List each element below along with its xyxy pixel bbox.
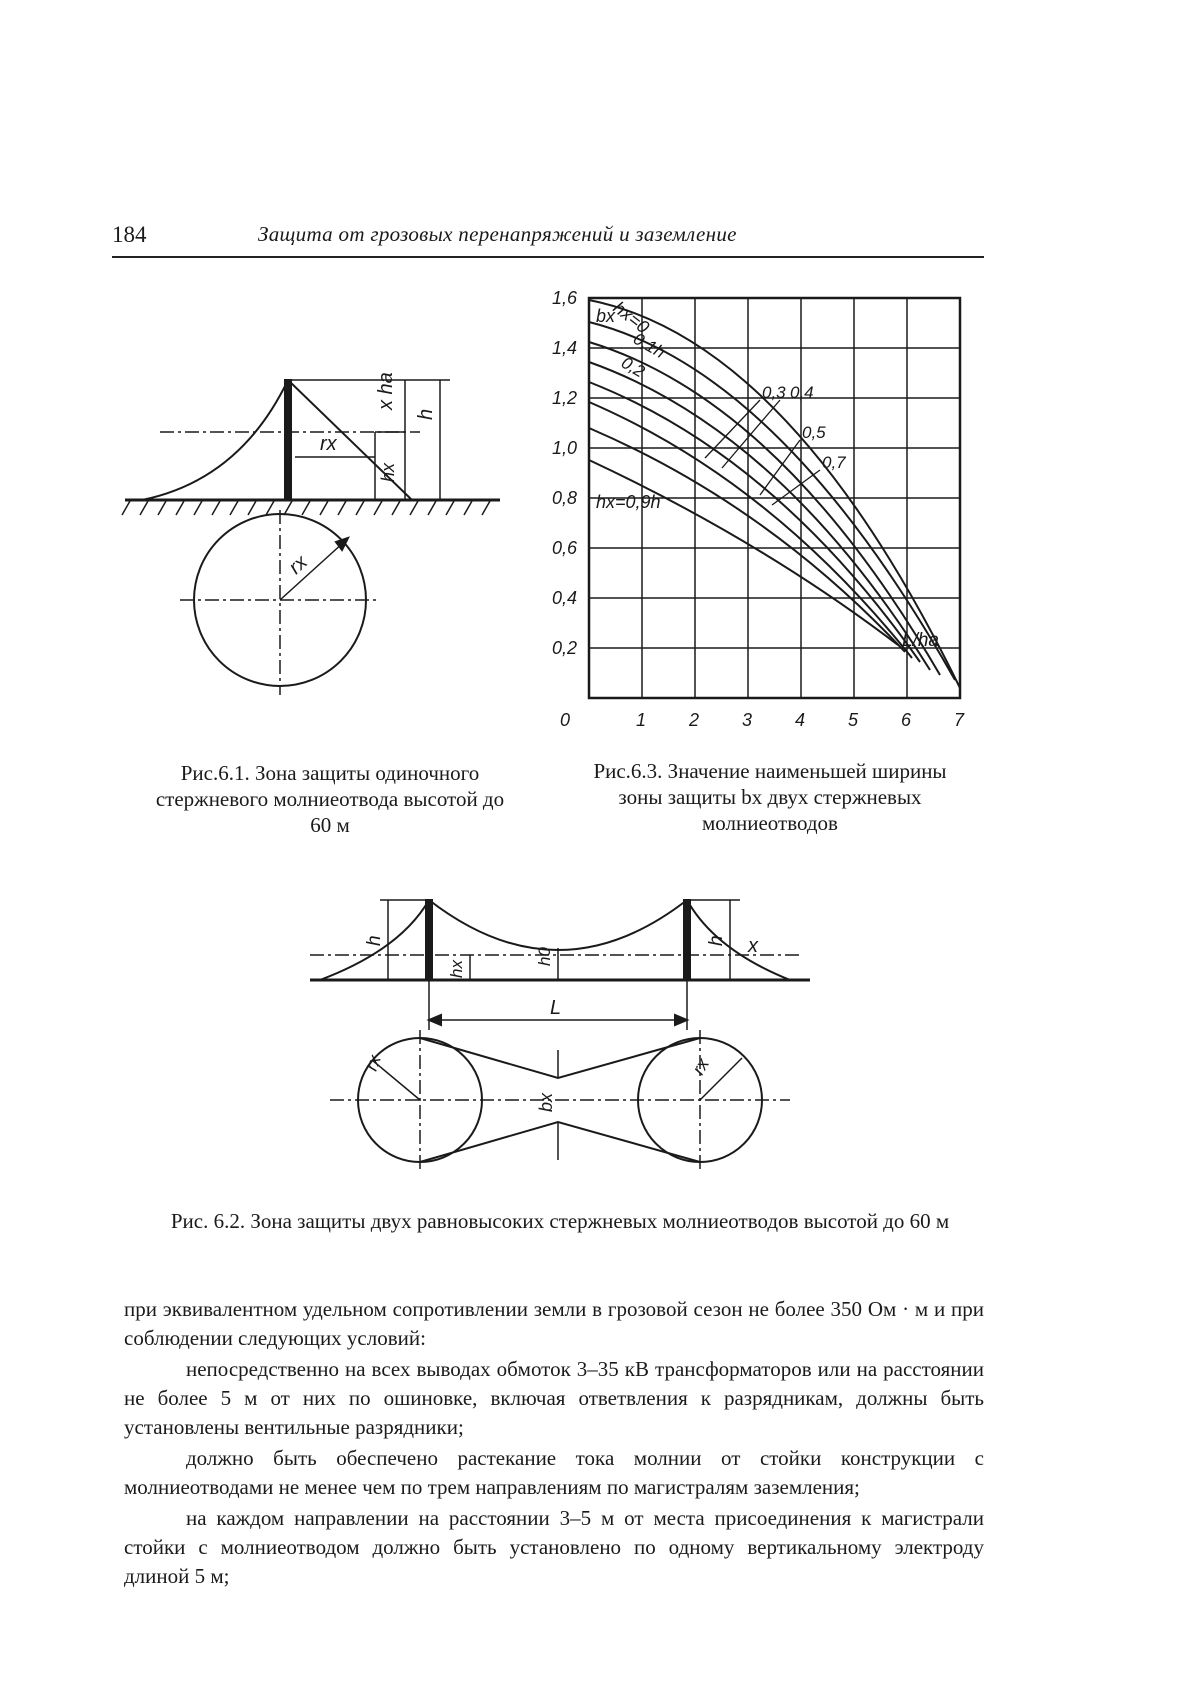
label-rx-plan: rx (284, 551, 312, 579)
figure-6-1-diagram (120, 360, 510, 740)
x-tick: 7 (954, 710, 965, 730)
paragraph: непосредственно на всех выводах обмоток 3–35 кВ трансформаторов или на расстоянии не более 5 м от них по ошиновке, включая ответвления к разрядникам, должны быть установлены вентильные разрядники; (124, 1357, 984, 1439)
curve-04 (589, 382, 920, 662)
paragraph: должно быть обеспечено растекание тока молнии от стойки конструкции с молниеотводами не менее чем по трем направлениям по магистралям заземления; (124, 1446, 984, 1499)
y-tick: 0,4 (552, 588, 578, 608)
label-rx: rx (320, 433, 337, 455)
label-hx0: hx=0 (609, 297, 654, 338)
leader-lines (705, 400, 820, 505)
y-tick: 1,0 (552, 438, 578, 458)
zone-middle (429, 900, 687, 950)
y-tick-labels (552, 288, 578, 730)
y-tick: 1,6 (552, 288, 578, 308)
label-rx-left: rx (360, 1052, 385, 1074)
running-title: Защита от грозовых перенапряжений и заземление (258, 222, 737, 246)
label-ha: x ha (375, 372, 397, 410)
label-rx-right: rx (688, 1055, 713, 1078)
paragraph: при эквивалентном удельном сопротивлении земли в грозовой сезон не более 350 Ом · м и при соблюдении следующих условий: (124, 1297, 984, 1350)
label-hx: hx (447, 960, 466, 978)
label-L: L (550, 997, 562, 1019)
y-tick: 0 (560, 710, 571, 730)
label-hx: hx (378, 462, 398, 482)
header-rule (112, 256, 984, 258)
x-axis-title: L/ha (902, 630, 939, 651)
figure-6-3-chart (540, 280, 990, 750)
ground-hatching (122, 501, 490, 515)
rod-right (684, 900, 690, 980)
label-h: h (415, 408, 437, 420)
label-04: 0,4 (790, 383, 814, 402)
rod-left (426, 900, 432, 980)
y-tick: 0,2 (552, 638, 578, 658)
x-tick: 5 (848, 710, 859, 730)
label-h-right: h (706, 935, 727, 946)
figure-6-2-caption: Рис. 6.2. Зона защиты двух равновысоких стержневых молниеотводов высотой до 60 м (170, 1209, 950, 1233)
body-text (124, 1295, 984, 1593)
y-tick: 0,8 (552, 488, 578, 508)
label-h-left: h (364, 935, 385, 946)
figure-6-1-caption: Рис.6.1. Зона защиты одиночного стержневого молниеотвода высотой до 60 м (155, 761, 505, 837)
label-bx: bx (536, 1092, 556, 1112)
paragraph: на каждом направлении на расстоянии 3–5 м от места присоединения к магистрали стойки с молниеотводом должно быть установлено по одному вертикальному электроду длиной 5 м; (124, 1506, 984, 1588)
zone-outer-right (687, 900, 790, 980)
y-tick: 0,6 (552, 538, 578, 558)
label-01h: 0,1h (630, 329, 669, 363)
y-tick: 1,4 (552, 338, 578, 358)
x-tick: 3 (742, 710, 753, 730)
label-02: 0,2 (618, 353, 648, 382)
curve-07 (589, 428, 905, 652)
page-number: 184 (112, 222, 147, 247)
label-bx: bx (596, 306, 616, 326)
label-03: 0,3 (762, 383, 786, 402)
x-tick: 2 (689, 710, 700, 730)
zone-boundary-left (142, 380, 288, 500)
radius-arrow (280, 542, 344, 600)
x-tick-labels (636, 710, 965, 730)
rod (285, 380, 291, 500)
plan-boundary-bottom (420, 1122, 700, 1162)
label-07: 0,7 (822, 453, 846, 472)
label-09h: hx=0,9h (596, 492, 661, 512)
x-tick: 1 (636, 710, 647, 730)
label-05: 0,5 (802, 423, 826, 442)
plan-boundary-top (420, 1038, 700, 1078)
x-tick: 6 (901, 710, 912, 730)
label-x: x (748, 935, 758, 957)
figure-6-3-caption: Рис.6.3. Значение наименьшей ширины зоны защиты bx двух стержневых молниеотводов (593, 759, 947, 835)
x-tick: 4 (795, 710, 806, 730)
curve-09h (589, 460, 898, 645)
figure-6-2-diagram (310, 880, 830, 1190)
y-tick: 1,2 (552, 388, 578, 408)
label-h0: h0 (535, 947, 554, 966)
